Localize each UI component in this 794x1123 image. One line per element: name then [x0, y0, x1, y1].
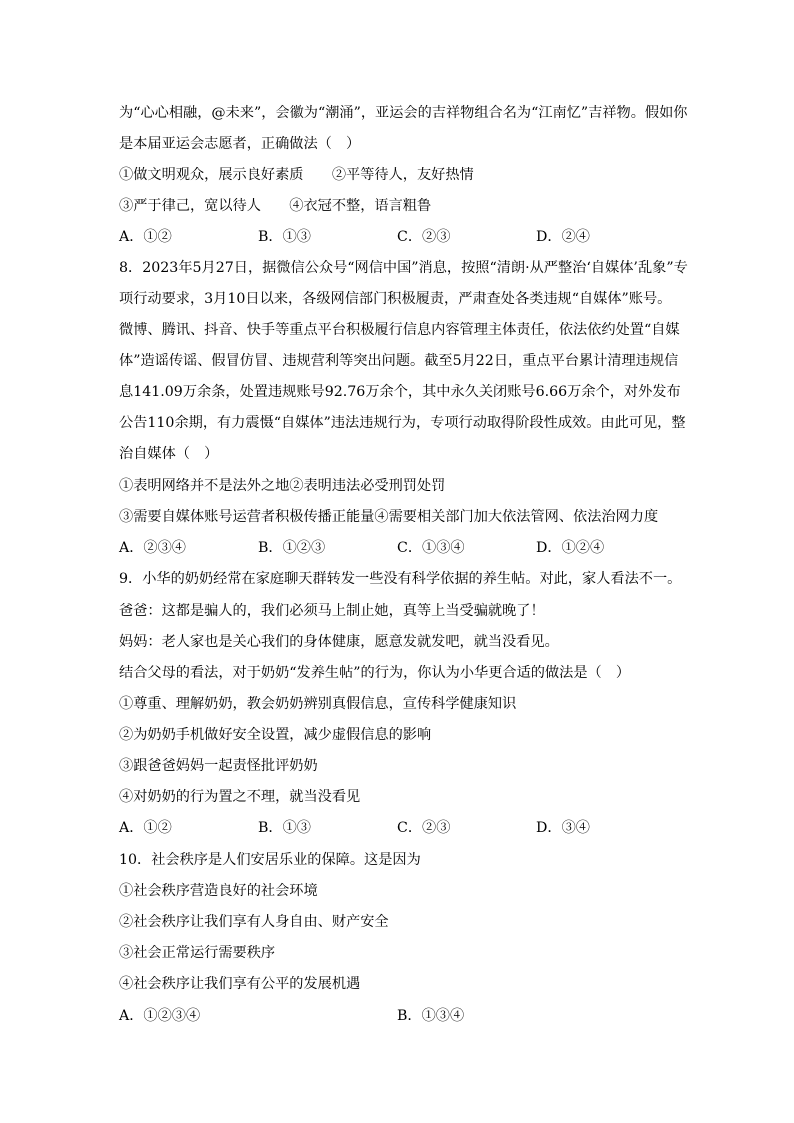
q10-option-a[interactable]: A．①②③④ — [119, 1008, 201, 1024]
q9-text-line: 9．小华的奶奶经常在家庭聊天群转发一些没有科学依据的养生帖。对此，家人看法不一。 — [119, 571, 682, 587]
q7-option-b[interactable]: B．①③ — [258, 229, 311, 245]
q8-text-line: 治自媒体（ ） — [119, 446, 219, 462]
q8-option-b[interactable]: B．①②③ — [258, 540, 326, 556]
q8-statement: ③需要自媒体账号运营者积极传播正能量④需要相关部门加大依法管网、依法治网力度 — [119, 509, 659, 525]
q9-text-line: 爸爸：这都是骗人的，我们必须马上制止她，真等上当受骗就晚了！ — [119, 603, 545, 619]
q9-text-line: 妈妈：老人家也是关心我们的身体健康，愿意发就发吧，就当没看见。 — [119, 634, 559, 650]
q8-text-line: 微博、腾讯、抖音、快手等重点平台积极履行信息内容管理主体责任，依法依约处置“自媒 — [119, 322, 680, 338]
q10-option-b[interactable]: B．①③④ — [397, 1008, 465, 1024]
q10-text-line: 10．社会秩序是人们安居乐业的保障。这是因为 — [119, 852, 421, 868]
q9-option-b[interactable]: B．①③ — [258, 820, 311, 836]
q9-statement: ④对奶奶的行为置之不理，就当没看见 — [119, 789, 361, 805]
q8-text-line: 8．2023年5月27日，据微信公众号“网信中国”消息，按照“清朗·从严整治‘自媒体’乱象”专 — [119, 260, 688, 276]
q7-statement: ①做文明观众，展示良好素质 ②平等待人，友好热情 — [119, 167, 474, 183]
q7-option-d[interactable]: D．②④ — [536, 229, 590, 245]
q9-statement: ②为奶奶手机做好安全设置，减少虚假信息的影响 — [119, 727, 432, 743]
q10-statement: ②社会秩序让我们享有人身自由、财产安全 — [119, 914, 389, 930]
q8-option-a[interactable]: A．②③④ — [119, 540, 186, 556]
q8-text-line: 息141.09万余条，处置违规账号92.76万余个，其中永久关闭账号6.66万余个，对外发布 — [119, 384, 681, 400]
q10-statement: ④社会秩序让我们享有公平的发展机遇 — [119, 976, 361, 992]
q9-statement: ③跟爸爸妈妈一起责怪批评奶奶 — [119, 758, 318, 774]
q10-statement: ①社会秩序营造良好的社会环境 — [119, 883, 318, 899]
q10-statement: ③社会正常运行需要秩序 — [119, 945, 276, 961]
q9-option-c[interactable]: C．②③ — [397, 820, 451, 836]
q8-option-c[interactable]: C．①③④ — [397, 540, 465, 556]
q7-text-line: 为“心心相融，@未来”，会徽为“潮涌”，亚运会的吉祥物组合名为“江南忆”吉祥物。假如你 — [119, 105, 688, 121]
q9-statement: ①尊重、理解奶奶，教会奶奶辨别真假信息，宣传科学健康知识 — [119, 696, 517, 712]
q9-option-d[interactable]: D．③④ — [536, 820, 590, 836]
q7-option-c[interactable]: C．②③ — [397, 229, 451, 245]
q8-statement: ①表明网络并不是法外之地②表明违法必受刑罚处罚 — [119, 478, 446, 494]
q7-text-line: 是本届亚运会志愿者，正确做法（ ） — [119, 136, 361, 152]
q7-statement: ③严于律己，宽以待人 ④衣冠不整，语言粗鲁 — [119, 198, 432, 214]
q8-text-line: 体”造谣传谣、假冒仿冒、违规营利等突出问题。截至5月22日，重点平台累计清理违规信 — [119, 353, 679, 369]
q8-text-line: 公告110余期，有力震慑“自媒体”违法违规行为，专项行动取得阶段性成效。由此可见，整 — [119, 415, 686, 431]
q9-text-line: 结合父母的看法，对于奶奶“发养生帖”的行为，你认为小华更合适的做法是（ ） — [119, 665, 631, 681]
q9-option-a[interactable]: A．①② — [119, 820, 172, 836]
q8-text-line: 项行动要求，3月10日以来，各级网信部门积极履责，严肃查处各类违规“自媒体”账号。 — [119, 291, 672, 307]
q8-option-d[interactable]: D．①②④ — [536, 540, 605, 556]
q7-option-a[interactable]: A．①② — [119, 229, 172, 245]
